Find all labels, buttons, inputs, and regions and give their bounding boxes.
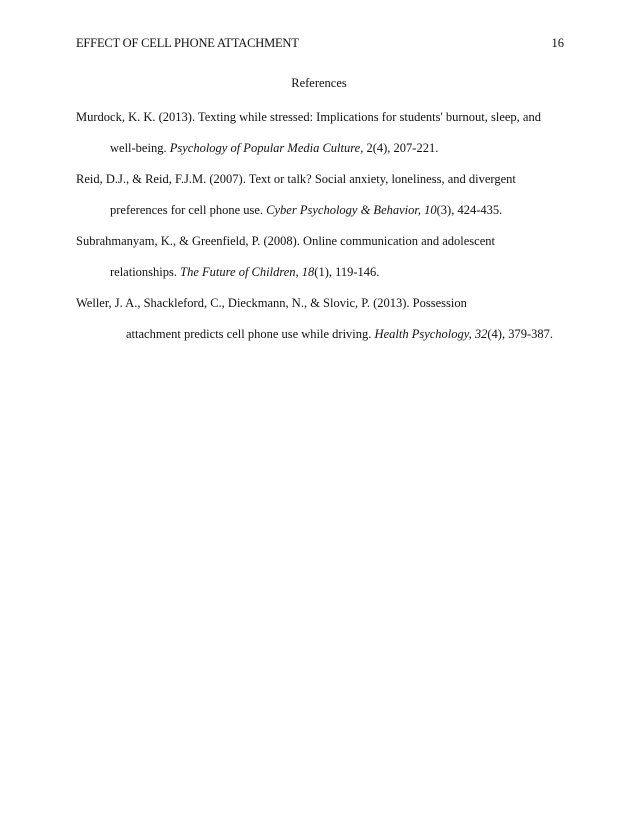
reference-text: (3), 424-435. bbox=[436, 203, 503, 217]
reference-text: well-being. bbox=[110, 141, 170, 155]
references-heading: References bbox=[291, 76, 347, 90]
reference-text: attachment predicts cell phone use while driving. bbox=[126, 327, 375, 341]
reference-list bbox=[76, 102, 576, 350]
reference-text: relationships. bbox=[110, 265, 181, 279]
reference-line: Murdock, K. K. (2013). Texting while stressed: Implications for students' burnout, sleep, and bbox=[76, 110, 541, 124]
journal-title: Cyber Psychology & Behavior, 10 bbox=[266, 203, 437, 217]
reference-line bbox=[76, 133, 576, 164]
reference-line bbox=[76, 257, 576, 288]
reference-text: 2(4), 207-221. bbox=[363, 141, 439, 155]
journal-title: Psychology of Popular Media Culture, bbox=[169, 141, 364, 155]
reference-entry-murdock bbox=[76, 102, 576, 164]
journal-title: The Future of Children, 18 bbox=[180, 265, 315, 279]
journal-title: Health Psychology, 32 bbox=[374, 327, 488, 341]
reference-line bbox=[76, 195, 576, 226]
reference-text: (1), 119-146. bbox=[314, 265, 380, 279]
reference-line: Weller, J. A., Shackleford, C., Dieckmann, N., & Slovic, P. (2013). Possession bbox=[76, 296, 467, 310]
page-number: 16 bbox=[551, 36, 564, 50]
reference-line bbox=[76, 319, 576, 350]
reference-entry-reid bbox=[76, 164, 576, 226]
reference-text: preferences for cell phone use. bbox=[110, 203, 267, 217]
reference-line: Subrahmanyam, K., & Greenfield, P. (2008). Online communication and adolescent bbox=[76, 234, 495, 248]
reference-entry-weller bbox=[76, 288, 576, 350]
running-head: EFFECT OF CELL PHONE ATTACHMENT bbox=[76, 36, 299, 50]
reference-text: (4), 379-387. bbox=[487, 327, 553, 341]
reference-line: Reid, D.J., & Reid, F.J.M. (2007). Text or talk? Social anxiety, loneliness, and divergent bbox=[76, 172, 516, 186]
reference-entry-subrahmanyam bbox=[76, 226, 576, 288]
